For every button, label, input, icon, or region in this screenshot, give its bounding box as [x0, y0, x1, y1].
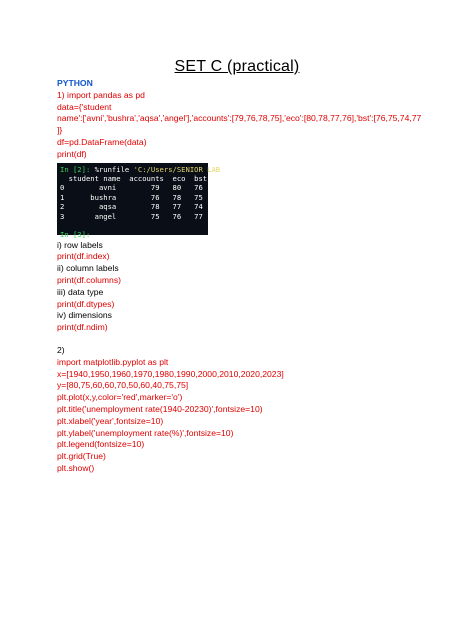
code-line: print(df.dtypes)	[57, 298, 115, 309]
dataframe-row: 3 angel 75 76 77	[60, 211, 203, 221]
section-number: 2)	[57, 344, 65, 355]
code-line: data={'student	[57, 101, 112, 112]
console-path: 'C:/Users/SENIOR LAB	[133, 164, 221, 174]
code-line: plt.ylabel('unemployment rate(%)',fontsize=10)	[57, 427, 234, 438]
code-line: plt.xlabel('year',fontsize=10)	[57, 415, 164, 426]
code-line: name':['avni','bushra','aqsa','angel'],'accounts':[79,76,78,75],'eco':[80,78,77,76],'bst':[76,75,74,77	[57, 113, 422, 124]
code-line: y=[80,75,60,60,70,50,60,40,75,75]	[57, 380, 189, 391]
code-line: plt.title('unemployment rate(1940-20230)',fontsize=10)	[57, 403, 263, 414]
code-line: plt.plot(x,y,color='red',marker='o')	[57, 392, 183, 403]
dataframe-header-row: student name accounts eco bst	[60, 173, 208, 183]
code-line: plt.legend(fontsize=10)	[57, 439, 145, 450]
console-output-screenshot	[57, 163, 221, 240]
code-line: df=pd.DataFrame(data)	[57, 136, 147, 147]
dataframe-row: 1 bushra 76 78 75	[60, 192, 203, 202]
code-line: plt.grid(True)	[57, 451, 106, 462]
code-line: print(df.ndim)	[57, 322, 108, 333]
question-label: iii) data type	[57, 286, 104, 297]
code-line: print(df.index)	[57, 251, 110, 262]
dataframe-row: 0 avni 79 80 76	[60, 183, 203, 193]
console-prompt: In [3]:	[60, 230, 91, 240]
code-line: plt.show()	[57, 462, 95, 473]
question-label: iv) dimensions	[57, 310, 112, 321]
code-line: print(df)	[57, 148, 87, 159]
page-title: SET C (practical)	[174, 58, 300, 75]
document-body	[57, 78, 437, 475]
code-line: x=[1940,1950,1960,1970,1980,1990,2000,2010,2020,2023]	[57, 368, 284, 379]
dataframe-row: 2 aqsa 78 77 74	[60, 202, 203, 212]
question-label: ii) column labels	[57, 263, 119, 274]
code-line: print(df.columns)	[57, 274, 121, 285]
code-line: import matplotlib.pyplot as plt	[57, 356, 169, 367]
code-line: 1) import pandas as pd	[57, 89, 145, 100]
console-command: %runfile	[90, 164, 134, 174]
console-input-line	[60, 164, 221, 174]
section-heading: PYTHON	[57, 78, 93, 88]
console-prompt: In [2]:	[60, 164, 91, 174]
question-label: i) row labels	[57, 239, 103, 250]
code-line: ]}	[57, 125, 63, 136]
